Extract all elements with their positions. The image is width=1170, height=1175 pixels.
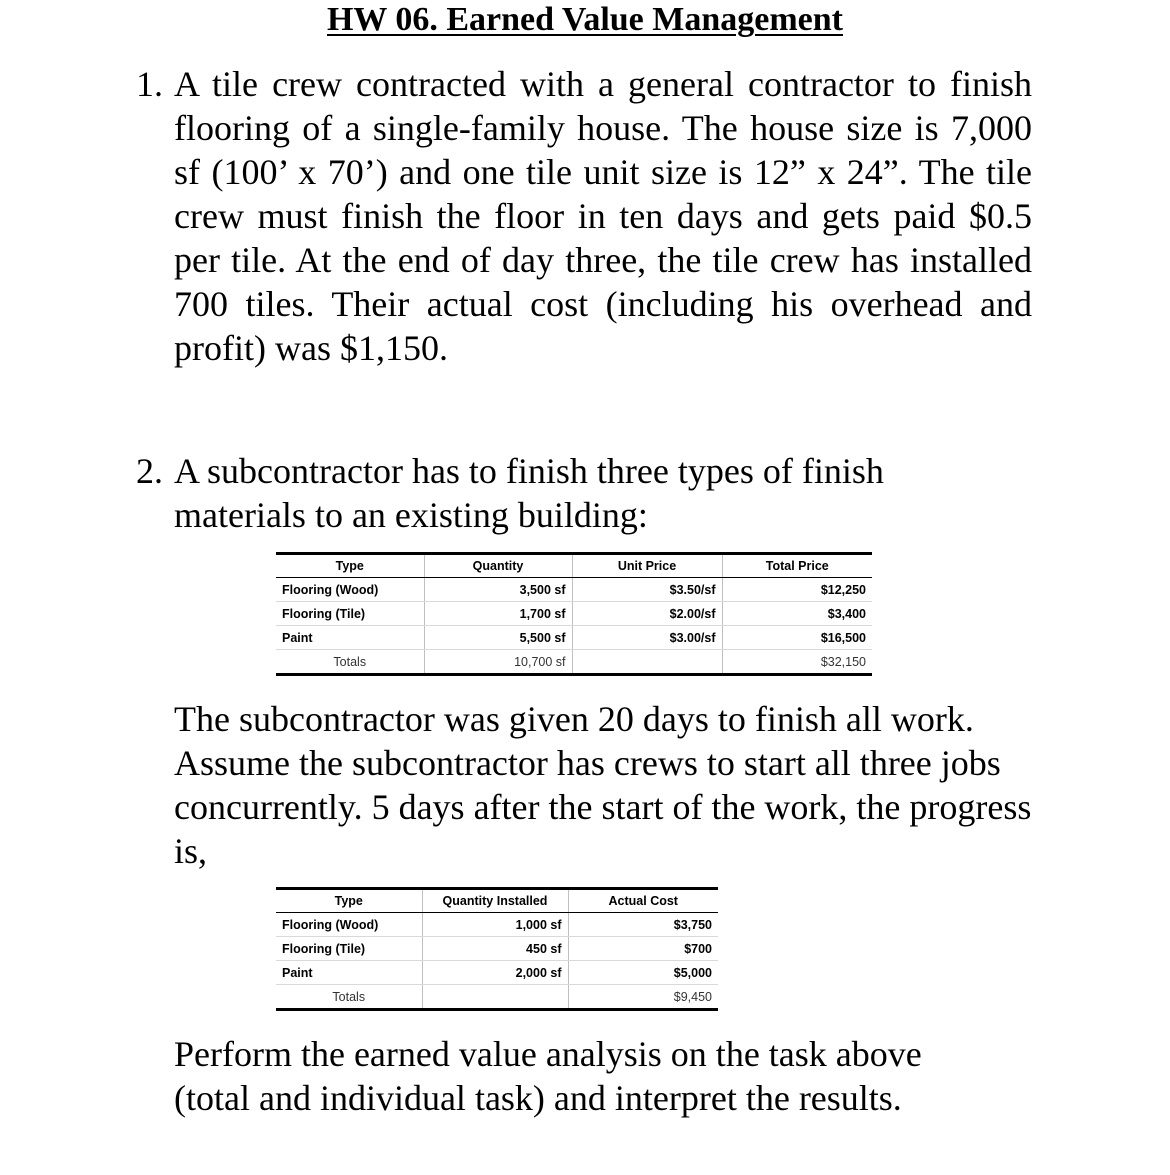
question-2-middle-text: The subcontractor was given 20 days to finish all work. Assume the subcontractor has crews to start all three jobs concurrently. 5 days after the start of the work, the progress is, (174, 699, 1032, 871)
cell-type: Paint (276, 961, 422, 985)
cell-type: Flooring (Tile) (276, 602, 424, 626)
totals-label: Totals (276, 650, 424, 675)
column-header-unit-price: Unit Price (572, 554, 722, 578)
table-row (276, 602, 872, 626)
table-row (276, 578, 872, 602)
column-header-total-price: Total Price (722, 554, 872, 578)
cell-total-price: $16,500 (722, 626, 872, 650)
column-header-actual-cost: Actual Cost (568, 889, 718, 913)
question-2-closing-text: Perform the earned value analysis on the task above (total and individual task) and interpret the results. (174, 1034, 922, 1118)
cell-type: Paint (276, 626, 424, 650)
totals-row (276, 985, 718, 1010)
table-row (276, 961, 718, 985)
cell-unit-price: $3.50/sf (572, 578, 722, 602)
cell-total-price: $3,400 (722, 602, 872, 626)
cell-type: Flooring (Wood) (276, 913, 422, 937)
cell-actual-cost: $700 (568, 937, 718, 961)
question-1-number: 1. (136, 64, 163, 104)
table-row (276, 626, 872, 650)
progress-table (276, 887, 718, 1011)
page-title: HW 06. Earned Value Management (326, 1, 843, 38)
cell-quantity-installed: 2,000 sf (422, 961, 568, 985)
column-header-type: Type (276, 554, 424, 578)
column-header-quantity: Quantity (424, 554, 572, 578)
totals-row (276, 650, 872, 675)
cell-quantity: 5,500 sf (424, 626, 572, 650)
cell-type: Flooring (Wood) (276, 578, 424, 602)
total-price: $32,150 (722, 650, 872, 675)
cell-total-price: $12,250 (722, 578, 872, 602)
total-quantity: 10,700 sf (424, 650, 572, 675)
column-header-quantity-installed: Quantity Installed (422, 889, 568, 913)
table-row (276, 913, 718, 937)
totals-label: Totals (276, 985, 422, 1010)
cell-quantity: 1,700 sf (424, 602, 572, 626)
cell-quantity-installed: 1,000 sf (422, 913, 568, 937)
cell-unit-price: $2.00/sf (572, 602, 722, 626)
cell-type: Flooring (Tile) (276, 937, 422, 961)
column-header-type: Type (276, 889, 422, 913)
total-actual-cost: $9,450 (568, 985, 718, 1010)
total-quantity-installed (422, 985, 568, 1010)
question-2-number: 2. (136, 451, 163, 491)
question-2-intro: A subcontractor has to finish three types of finish materials to an existing building: (174, 451, 884, 535)
cell-unit-price: $3.00/sf (572, 626, 722, 650)
table-row (276, 937, 718, 961)
cell-quantity: 3,500 sf (424, 578, 572, 602)
cell-actual-cost: $5,000 (568, 961, 718, 985)
total-unit-price (572, 650, 722, 675)
cell-quantity-installed: 450 sf (422, 937, 568, 961)
question-1-text: A tile crew contracted with a general contractor to finish flooring of a single-family house. The house size is 7,000 sf (100’ x 70’) and one tile unit size is 12” x 24”. The tile crew must finish the floor in ten days and gets paid $0.5 per tile. At the end of day three, the tile crew has installed 700 tiles. Their actual cost (including his overhead and profit) was $1,150. (174, 64, 1032, 368)
unit-price-table (276, 552, 872, 676)
cell-actual-cost: $3,750 (568, 913, 718, 937)
